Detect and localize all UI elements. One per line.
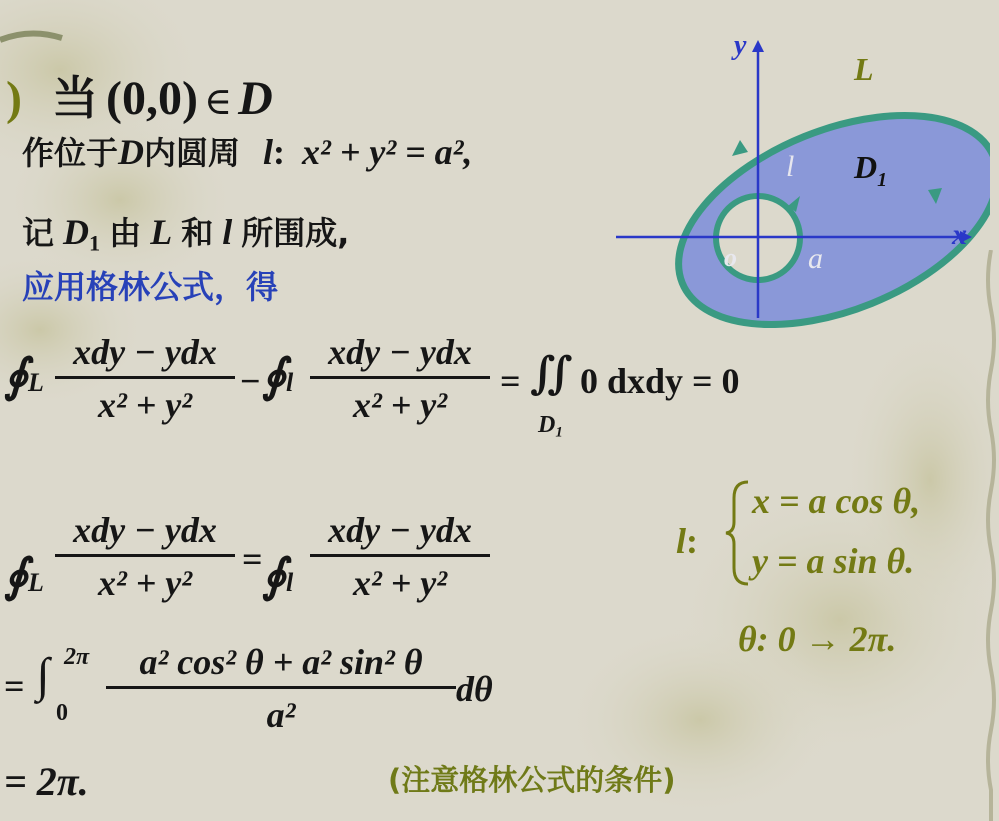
- region-diagram: [610, 28, 990, 328]
- region-D1: [649, 74, 990, 328]
- eq2-equals: =: [242, 539, 263, 579]
- eq1-fraction-1: [55, 330, 235, 427]
- param-colon: :: [686, 521, 699, 561]
- eq2-denominator-1: x² + y²: [97, 563, 193, 603]
- apply-green-formula: 应用格林公式，得: [22, 268, 279, 306]
- y-axis-label: y: [734, 30, 747, 61]
- element-of-symbol: ∈: [203, 81, 233, 123]
- double-int-region-D: D: [538, 412, 556, 438]
- eq1-int-l-label: l: [285, 368, 294, 397]
- case-heading: [6, 62, 273, 128]
- param-x-eq: x = a cos θ,: [752, 481, 921, 521]
- eq1-numerator-2: xdy − ydx: [328, 332, 472, 372]
- double-int-region-sub: 1: [555, 424, 563, 441]
- line1-region: D: [118, 132, 145, 172]
- param-brace: [722, 478, 752, 588]
- double-integral-region: [538, 412, 563, 439]
- eq1-integrand: 0 dxdy = 0: [580, 361, 740, 401]
- eq2-fraction-2: [310, 508, 490, 605]
- line1-circle: 内圆周: [144, 134, 241, 172]
- eq1-denominator-1: x² + y²: [97, 385, 193, 425]
- line2-he: 和: [181, 214, 214, 252]
- double-integral: ∬: [530, 349, 575, 398]
- equation-2-int-l: [262, 548, 293, 602]
- L-label: L: [854, 51, 874, 87]
- eq1-equals: =: [500, 361, 521, 401]
- eq2-numerator-1: xdy − ydx: [73, 510, 217, 550]
- origin-label: o: [724, 243, 737, 272]
- line2-ji: 记: [22, 214, 55, 252]
- contour-integral-sign: ∮: [262, 550, 286, 601]
- eq2-denominator-2: x² + y²: [352, 563, 448, 603]
- case-prefix: 当: [51, 71, 98, 125]
- statement-line-1: [22, 128, 472, 174]
- eq2-int-L-label: L: [27, 568, 44, 597]
- eq1-fraction-2: [310, 330, 490, 427]
- eq1-int-L-label: L: [27, 368, 44, 397]
- radius-a-label: a: [808, 242, 823, 275]
- equation-2-int-L: [4, 548, 44, 602]
- y-axis-arrow: [752, 40, 764, 52]
- equation-1-int-L: [4, 348, 44, 402]
- l-label: l: [786, 150, 795, 183]
- line2-D-sub: 1: [89, 230, 101, 256]
- param-theta-range: θ: 0 → 2π.: [738, 619, 897, 659]
- eq2-fraction-1: [55, 508, 235, 605]
- eq3-fraction: [106, 640, 456, 737]
- line1-var: l: [263, 132, 274, 172]
- eq3-differential: dθ: [456, 669, 493, 709]
- eq3-lower-limit: 0: [56, 700, 68, 726]
- contour-integral-sign: ∮: [262, 350, 286, 401]
- contour-integral-sign: ∮: [4, 550, 28, 601]
- statement-line-2: [22, 208, 349, 254]
- region-D: D: [238, 72, 273, 125]
- eq3-denominator: a²: [266, 695, 296, 735]
- line1-colon: :: [273, 132, 286, 172]
- eq1-denominator-2: x² + y²: [352, 385, 448, 425]
- eq1-minus: −: [240, 361, 261, 401]
- circle-equation: x² + y² = a²,: [302, 132, 473, 172]
- eq1-numerator-1: xdy − ydx: [73, 332, 217, 372]
- x-axis-label: x: [952, 218, 967, 251]
- line2-rest: 所围成,: [241, 214, 350, 252]
- line2-L: L: [150, 212, 173, 252]
- case-bullet: ): [6, 72, 22, 125]
- eq2-int-l-label: l: [285, 568, 294, 597]
- param-var: [676, 520, 698, 562]
- green-formula-note: (注意格林公式的条件): [388, 763, 676, 797]
- line2-you: 由: [109, 214, 142, 252]
- eq3-equals: =: [4, 666, 25, 706]
- eq3-numerator: a² cos² θ + a² sin² θ: [139, 642, 423, 682]
- param-y-eq: y = a sin θ.: [752, 541, 915, 581]
- eq3-integral: ∫: [36, 649, 50, 702]
- line1-prefix: 作位于: [22, 134, 119, 172]
- D1-D: D: [854, 149, 878, 185]
- D1-sub: 1: [877, 169, 888, 191]
- L-direction-arrow-1: [732, 140, 748, 156]
- line2-D: D: [63, 212, 90, 252]
- equation-1-int-l: [262, 348, 293, 402]
- line2-l: l: [222, 212, 233, 252]
- contour-integral-sign: ∮: [4, 350, 28, 401]
- eq3-upper-limit: 2π: [64, 644, 90, 670]
- origin-point: (0,0): [105, 72, 198, 125]
- decorative-border: [983, 250, 999, 821]
- eq2-numerator-2: xdy − ydx: [328, 510, 472, 550]
- final-result: = 2π.: [4, 759, 89, 804]
- param-l: l: [676, 521, 687, 561]
